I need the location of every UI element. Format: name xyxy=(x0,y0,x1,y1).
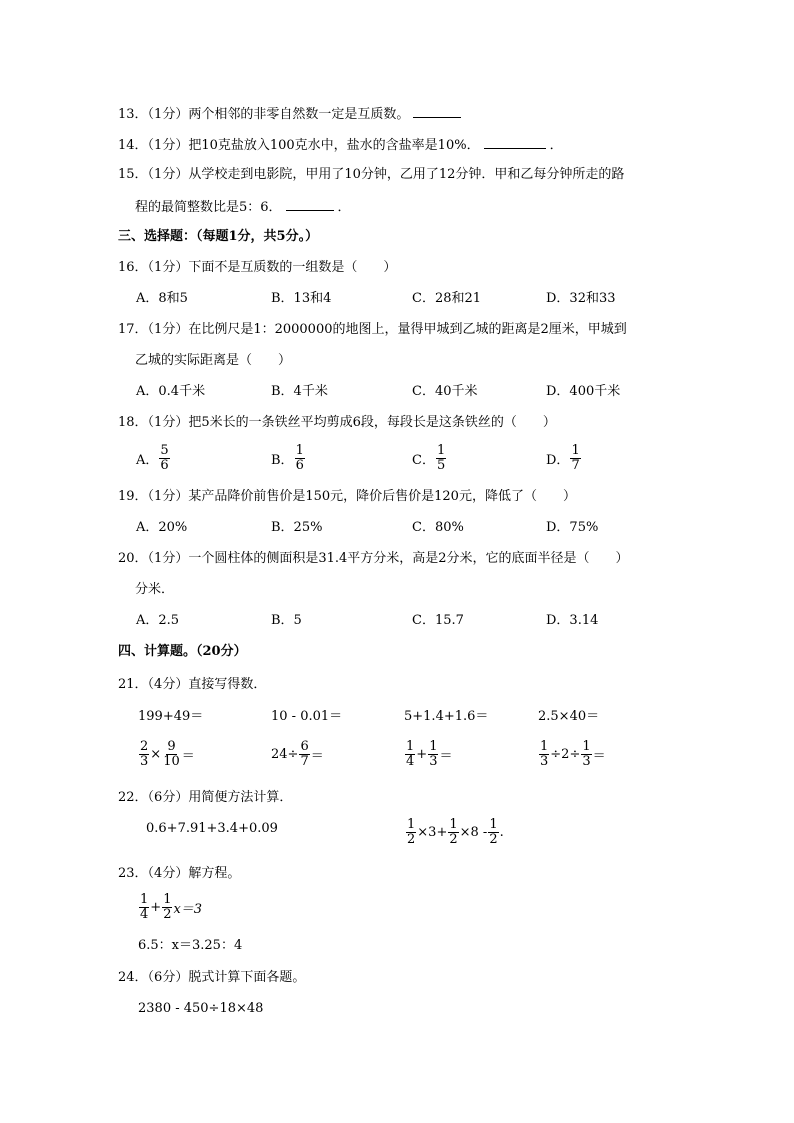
calc-expression: 2380 - 450÷18×48 xyxy=(138,1001,264,1016)
calc-expression: 24÷ $\frac{6}{7}$ ＝ xyxy=(271,739,324,769)
question-22: 22．（6分）用简便方法计算． xyxy=(118,790,293,805)
fraction: $\frac{1}{7}$ xyxy=(571,443,580,473)
calc-expression: 10 - 0.01＝ xyxy=(271,709,343,724)
calc-expression: 0.6+7.91+3.4+0.09 xyxy=(146,821,278,836)
calc-expression: 199+49＝ xyxy=(138,709,204,724)
calc-expression: 5+1.4+1.6＝ xyxy=(404,709,489,724)
option-a[interactable]: A． $\frac{5}{6}$ xyxy=(136,443,169,473)
option-b[interactable]: B．25% xyxy=(271,520,323,535)
question-17: 17．（1分）在比例尺是1：2000000的地图上，量得甲城到乙城的距离是2厘米，甲城到 xyxy=(118,322,627,337)
section-3-title: 三、选择题：（每题1分，共5分。） xyxy=(118,229,319,244)
option-d[interactable]: D．400千米 xyxy=(546,384,621,399)
fraction: $\frac{1}{6}$ xyxy=(295,443,304,473)
question-15: 15．（1分）从学校走到电影院，甲用了10分钟，乙用了12分钟．甲和乙每分钟所走的路 xyxy=(118,167,625,182)
section-4-title: 四、计算题。（20分） xyxy=(118,644,247,659)
question-24: 24．（6分）脱式计算下面各题。 xyxy=(118,970,306,985)
question-20-cont: 分米． xyxy=(135,582,175,597)
calc-expression: $\frac{2}{3}$ × $\frac{9}{10}$ ＝ xyxy=(140,739,195,769)
question-13: 13．（1分）两个相邻的非零自然数一定是互质数。 xyxy=(118,104,465,124)
option-a[interactable]: A．8和5 xyxy=(136,291,188,306)
answer-blank[interactable] xyxy=(286,197,334,211)
question-15-cont: 程的最简整数比是5：6． ． xyxy=(135,197,351,217)
equation: $\frac{1}{4}$ + $\frac{1}{2}$ x＝3 xyxy=(140,892,203,922)
option-a[interactable]: A．0.4千米 xyxy=(136,384,206,399)
question-16: 16．（1分）下面不是互质数的一组数是（ ） xyxy=(118,260,397,275)
question-19: 19．（1分）某产品降价前售价是150元，降价后售价是120元，降低了（ ） xyxy=(118,489,576,504)
answer-blank[interactable] xyxy=(413,104,461,118)
question-17-cont: 乙城的实际距离是（ ） xyxy=(135,353,292,368)
option-b[interactable]: B．13和4 xyxy=(271,291,332,306)
question-14: 14．（1分）把10克盐放入100克水中，盐水的含盐率是10%． ． xyxy=(118,135,563,155)
calc-expression: $\frac{1}{4}$ + $\frac{1}{3}$ ＝ xyxy=(406,739,453,769)
option-c[interactable]: C．28和21 xyxy=(412,291,482,306)
option-d[interactable]: D．32和33 xyxy=(546,291,616,306)
option-a[interactable]: A．20% xyxy=(136,520,188,535)
calc-expression: 2.5×40＝ xyxy=(538,709,600,724)
calc-expression: $\frac{1}{3}$ ÷2÷ $\frac{1}{3}$ ＝ xyxy=(540,739,606,769)
option-d[interactable]: D．75% xyxy=(546,520,599,535)
answer-blank[interactable] xyxy=(484,135,546,149)
option-d[interactable]: D． $\frac{1}{7}$ xyxy=(546,443,580,473)
option-b[interactable]: B．5 xyxy=(271,613,302,628)
option-c[interactable]: C．40千米 xyxy=(412,384,478,399)
option-d[interactable]: D．3.14 xyxy=(546,613,599,628)
question-20: 20．（1分）一个圆柱体的侧面积是31.4平方分米，高是2分米，它的底面半径是（ ） xyxy=(118,551,629,566)
calc-expression: $\frac{1}{2}$ ×3+ $\frac{1}{2}$ ×8 - $\frac{1}{2}$ . xyxy=(407,817,504,847)
option-c[interactable]: C．80% xyxy=(412,520,464,535)
option-c[interactable]: C． $\frac{1}{5}$ xyxy=(412,443,446,473)
option-b[interactable]: B． $\frac{1}{6}$ xyxy=(271,443,304,473)
equation: 6.5：x＝3.25：4 xyxy=(138,938,243,953)
fraction: $\frac{1}{5}$ xyxy=(436,443,446,473)
option-a[interactable]: A．2.5 xyxy=(136,613,180,628)
question-18: 18．（1分）把5米长的一条铁丝平均剪成6段，每段长是这条铁丝的（ ） xyxy=(118,415,556,430)
question-21: 21．（4分）直接写得数． xyxy=(118,677,267,692)
question-23: 23．（4分）解方程。 xyxy=(118,866,241,881)
option-b[interactable]: B．4千米 xyxy=(271,384,328,399)
fraction: $\frac{5}{6}$ xyxy=(160,443,169,473)
option-c[interactable]: C．15.7 xyxy=(412,613,464,628)
